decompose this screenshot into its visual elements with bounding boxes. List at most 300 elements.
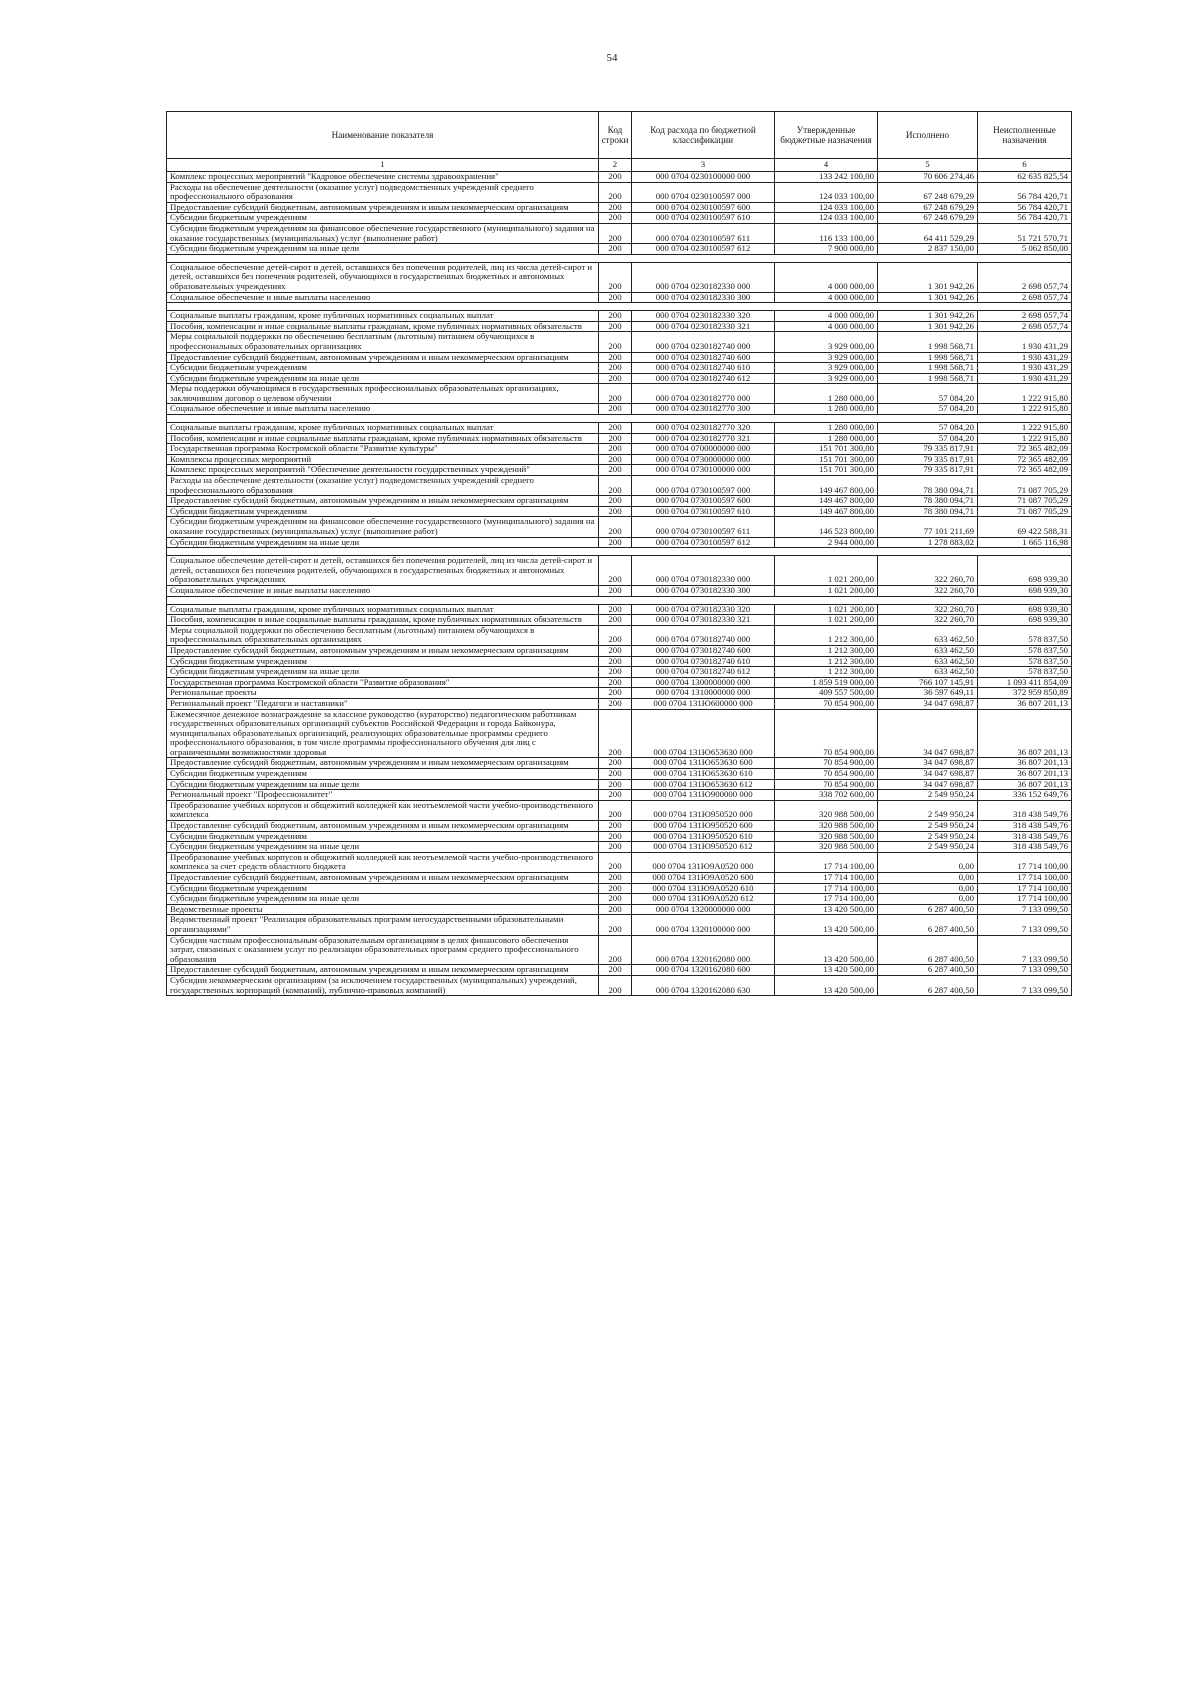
row-executed-amount: 57 084,20	[878, 404, 978, 415]
row-executed-amount: 57 084,20	[878, 384, 978, 404]
row-unexecuted-amount: 17 714 100,00	[978, 873, 1072, 884]
header-line-code: Код строки	[599, 112, 632, 159]
table-row	[167, 915, 1072, 935]
row-unexecuted-amount: 36 807 201,13	[978, 779, 1072, 790]
row-approved-amount: 1 280 000,00	[775, 433, 878, 444]
row-indicator-name: Ежемесячное денежное вознаграждение за классное руководство (кураторство) педагогическим работникам государственных образовательных организаций субъектов Российской Федерации и города Байконура, муниципальных образовательных организаций, реализующих образовательные программы среднего профессионального образования, в том числе программы профессионального обучения для лиц с ограниченными возможностями здоровья	[167, 709, 599, 758]
row-line-code: 200	[599, 172, 632, 183]
row-executed-amount: 322 260,70	[878, 615, 978, 626]
row-classification-code: 000 0704 0230182330 300	[632, 292, 775, 303]
row-approved-amount: 17 714 100,00	[775, 852, 878, 872]
row-classification-code: 000 0704 0730182740 000	[632, 625, 775, 645]
row-approved-amount: 1 212 300,00	[775, 667, 878, 678]
row-indicator-name: Комплекс процессных мероприятий "Кадровое обеспечение системы здравоохранения"	[167, 172, 599, 183]
row-unexecuted-amount: 7 133 099,50	[978, 935, 1072, 965]
row-executed-amount: 67 248 679,29	[878, 213, 978, 224]
row-line-code: 200	[599, 454, 632, 465]
row-unexecuted-amount: 1 930 431,29	[978, 363, 1072, 374]
table-row	[167, 904, 1072, 915]
row-indicator-name: Предоставление субсидий бюджетным, автономным учреждениям и иным некоммерческим организациям	[167, 496, 599, 507]
row-approved-amount: 1 021 200,00	[775, 556, 878, 586]
table-row	[167, 667, 1072, 678]
row-classification-code: 000 0704 1310000000 000	[632, 688, 775, 699]
row-classification-code: 000 0704 0230100597 000	[632, 182, 775, 202]
row-classification-code: 000 0704 1320000000 000	[632, 904, 775, 915]
row-indicator-name: Субсидии бюджетным учреждениям на иные цели	[167, 894, 599, 905]
row-classification-code: 000 0704 1300000000 000	[632, 677, 775, 688]
row-indicator-name: Комплексы процессных мероприятий	[167, 454, 599, 465]
table-row	[167, 800, 1072, 820]
row-executed-amount: 322 260,70	[878, 556, 978, 586]
table-row	[167, 433, 1072, 444]
row-line-code: 200	[599, 496, 632, 507]
row-approved-amount: 4 000 000,00	[775, 292, 878, 303]
row-unexecuted-amount: 578 837,50	[978, 667, 1072, 678]
table-row	[167, 423, 1072, 434]
row-approved-amount: 13 420 500,00	[775, 975, 878, 995]
row-approved-amount: 3 929 000,00	[775, 373, 878, 384]
row-indicator-name: Преобразование учебных корпусов и общежитий колледжей как неотъемлемой части учебно-производственного комплекса за счет средств областного бюджета	[167, 852, 599, 872]
row-line-code: 200	[599, 476, 632, 496]
row-classification-code: 000 0704 0230182770 321	[632, 433, 775, 444]
row-line-code: 200	[599, 975, 632, 995]
row-unexecuted-amount: 56 784 420,71	[978, 202, 1072, 213]
row-line-code: 200	[599, 842, 632, 853]
table-row	[167, 625, 1072, 645]
row-indicator-name: Субсидии бюджетным учреждениям на иные цели	[167, 244, 599, 255]
row-line-code: 200	[599, 873, 632, 884]
row-classification-code: 000 0704 131Ю653630 000	[632, 709, 775, 758]
row-approved-amount: 1 212 300,00	[775, 656, 878, 667]
row-executed-amount: 67 248 679,29	[878, 202, 978, 213]
table-row	[167, 873, 1072, 884]
row-line-code: 200	[599, 677, 632, 688]
row-executed-amount: 34 047 698,87	[878, 779, 978, 790]
row-executed-amount: 6 287 400,50	[878, 975, 978, 995]
row-executed-amount: 1 301 942,26	[878, 311, 978, 322]
row-line-code: 200	[599, 604, 632, 615]
row-unexecuted-amount: 56 784 420,71	[978, 213, 1072, 224]
row-unexecuted-amount: 1 222 915,80	[978, 384, 1072, 404]
row-line-code: 200	[599, 537, 632, 548]
row-unexecuted-amount: 51 721 570,71	[978, 223, 1072, 243]
row-executed-amount: 57 084,20	[878, 433, 978, 444]
row-line-code: 200	[599, 883, 632, 894]
table-row	[167, 352, 1072, 363]
row-approved-amount: 13 420 500,00	[775, 935, 878, 965]
row-executed-amount: 79 335 817,91	[878, 454, 978, 465]
row-line-code: 200	[599, 821, 632, 832]
row-line-code: 200	[599, 758, 632, 769]
row-indicator-name: Субсидии бюджетным учреждениям на иные цели	[167, 779, 599, 790]
row-executed-amount: 34 047 698,87	[878, 709, 978, 758]
row-executed-amount: 1 998 568,71	[878, 363, 978, 374]
row-indicator-name: Региональные проекты	[167, 688, 599, 699]
row-classification-code: 000 0704 0730100597 000	[632, 476, 775, 496]
row-indicator-name: Субсидии бюджетным учреждениям на иные цели	[167, 373, 599, 384]
row-line-code: 200	[599, 645, 632, 656]
row-classification-code: 000 0704 0230100597 610	[632, 213, 775, 224]
row-approved-amount: 70 854 900,00	[775, 769, 878, 780]
row-unexecuted-amount: 72 365 482,09	[978, 465, 1072, 476]
row-executed-amount: 2 549 950,24	[878, 842, 978, 853]
row-executed-amount: 2 549 950,24	[878, 821, 978, 832]
row-unexecuted-amount: 318 438 549,76	[978, 842, 1072, 853]
row-indicator-name: Меры поддержки обучающимся в государственных профессиональных образовательных организациях, заключившим договор о целевом обучении	[167, 384, 599, 404]
row-approved-amount: 149 467 800,00	[775, 496, 878, 507]
row-indicator-name: Субсидии некоммерческим организациям (за исключением государственных (муниципальных) учреждений, государственных корпораций (компаний), публично-правовых компаний)	[167, 975, 599, 995]
row-line-code: 200	[599, 698, 632, 709]
row-indicator-name: Предоставление субсидий бюджетным, автономным учреждениям и иным некоммерческим организациям	[167, 645, 599, 656]
row-classification-code: 000 0704 0730182330 300	[632, 585, 775, 596]
row-classification-code: 000 0704 0230182330 320	[632, 311, 775, 322]
row-classification-code: 000 0704 1320162080 000	[632, 935, 775, 965]
table-row	[167, 779, 1072, 790]
row-indicator-name: Социальные выплаты гражданам, кроме публичных нормативных социальных выплат	[167, 604, 599, 615]
row-spacer	[167, 254, 1072, 262]
row-line-code: 200	[599, 311, 632, 322]
row-classification-code: 000 0704 1320162080 630	[632, 975, 775, 995]
row-indicator-name: Государственная программа Костромской области "Развитие образования"	[167, 677, 599, 688]
row-indicator-name: Субсидии бюджетным учреждениям	[167, 213, 599, 224]
row-executed-amount: 0,00	[878, 883, 978, 894]
row-line-code: 200	[599, 213, 632, 224]
row-unexecuted-amount: 72 365 482,09	[978, 444, 1072, 455]
row-unexecuted-amount: 1 222 915,80	[978, 423, 1072, 434]
row-unexecuted-amount: 698 939,30	[978, 556, 1072, 586]
row-line-code: 200	[599, 465, 632, 476]
row-classification-code: 000 0704 131Ю950520 600	[632, 821, 775, 832]
row-approved-amount: 1 280 000,00	[775, 384, 878, 404]
row-classification-code: 000 0704 131Ю950520 610	[632, 831, 775, 842]
row-indicator-name: Государственная программа Костромской области "Развитие культуры"	[167, 444, 599, 455]
row-line-code: 200	[599, 904, 632, 915]
row-classification-code: 000 0704 131Ю9А0520 612	[632, 894, 775, 905]
row-line-code: 200	[599, 423, 632, 434]
row-unexecuted-amount: 2 698 057,74	[978, 311, 1072, 322]
row-unexecuted-amount: 336 152 649,76	[978, 790, 1072, 801]
row-executed-amount: 633 462,50	[878, 625, 978, 645]
row-approved-amount: 2 944 000,00	[775, 537, 878, 548]
row-indicator-name: Социальные выплаты гражданам, кроме публичных нормативных социальных выплат	[167, 423, 599, 434]
row-line-code: 200	[599, 894, 632, 905]
row-classification-code: 000 0704 0230182740 610	[632, 363, 775, 374]
table-row	[167, 496, 1072, 507]
row-unexecuted-amount: 1 930 431,29	[978, 373, 1072, 384]
row-executed-amount: 34 047 698,87	[878, 698, 978, 709]
row-classification-code: 000 0704 131Ю653630 600	[632, 758, 775, 769]
row-unexecuted-amount: 578 837,50	[978, 656, 1072, 667]
row-classification-code: 000 0704 131Ю900000 000	[632, 790, 775, 801]
row-executed-amount: 633 462,50	[878, 667, 978, 678]
row-approved-amount: 124 033 100,00	[775, 213, 878, 224]
row-spacer	[167, 596, 1072, 604]
row-unexecuted-amount: 62 635 825,54	[978, 172, 1072, 183]
row-unexecuted-amount: 1 222 915,80	[978, 433, 1072, 444]
row-executed-amount: 78 380 094,71	[878, 506, 978, 517]
table-row	[167, 311, 1072, 322]
column-number: 5	[878, 159, 978, 172]
table-row	[167, 262, 1072, 292]
row-executed-amount: 633 462,50	[878, 656, 978, 667]
row-approved-amount: 13 420 500,00	[775, 965, 878, 976]
row-classification-code: 000 0704 131Ю950520 612	[632, 842, 775, 853]
row-unexecuted-amount: 36 807 201,13	[978, 709, 1072, 758]
row-line-code: 200	[599, 585, 632, 596]
row-executed-amount: 1 301 942,26	[878, 321, 978, 332]
row-approved-amount: 320 988 500,00	[775, 800, 878, 820]
row-classification-code: 000 0704 0730100597 611	[632, 517, 775, 537]
row-approved-amount: 151 701 300,00	[775, 454, 878, 465]
row-line-code: 200	[599, 656, 632, 667]
row-executed-amount: 6 287 400,50	[878, 965, 978, 976]
table-row	[167, 769, 1072, 780]
table-row	[167, 645, 1072, 656]
row-unexecuted-amount: 7 133 099,50	[978, 965, 1072, 976]
row-indicator-name: Субсидии бюджетным учреждениям на финансовое обеспечение государственного (муниципального) задания на оказание государственных (муниципальных) услуг (выполнение работ)	[167, 517, 599, 537]
table-row	[167, 935, 1072, 965]
row-approved-amount: 70 854 900,00	[775, 698, 878, 709]
row-unexecuted-amount: 318 438 549,76	[978, 800, 1072, 820]
row-approved-amount: 1 859 519 000,00	[775, 677, 878, 688]
row-approved-amount: 320 988 500,00	[775, 831, 878, 842]
row-indicator-name: Социальное обеспечение и иные выплаты населению	[167, 292, 599, 303]
row-executed-amount: 766 107 145,91	[878, 677, 978, 688]
table-row	[167, 831, 1072, 842]
row-approved-amount: 3 929 000,00	[775, 352, 878, 363]
spacer-cell	[167, 254, 1072, 262]
row-classification-code: 000 0704 131Ю653630 610	[632, 769, 775, 780]
table-row	[167, 821, 1072, 832]
row-classification-code: 000 0704 0700000000 000	[632, 444, 775, 455]
row-approved-amount: 70 854 900,00	[775, 758, 878, 769]
row-approved-amount: 338 702 600,00	[775, 790, 878, 801]
row-indicator-name: Предоставление субсидий бюджетным, автономным учреждениям и иным некоммерческим организациям	[167, 821, 599, 832]
row-approved-amount: 124 033 100,00	[775, 202, 878, 213]
row-line-code: 200	[599, 915, 632, 935]
table-row	[167, 842, 1072, 853]
row-approved-amount: 1 212 300,00	[775, 645, 878, 656]
row-line-code: 200	[599, 332, 632, 352]
row-executed-amount: 1 301 942,26	[878, 292, 978, 303]
row-approved-amount: 13 420 500,00	[775, 904, 878, 915]
row-indicator-name: Комплекс процессных мероприятий "Обеспечение деятельности государственных учреждений"	[167, 465, 599, 476]
row-line-code: 200	[599, 688, 632, 699]
row-unexecuted-amount: 36 807 201,13	[978, 758, 1072, 769]
row-unexecuted-amount: 578 837,50	[978, 625, 1072, 645]
row-executed-amount: 0,00	[878, 873, 978, 884]
row-classification-code: 000 0704 1320100000 000	[632, 915, 775, 935]
row-unexecuted-amount: 7 133 099,50	[978, 975, 1072, 995]
table-row	[167, 894, 1072, 905]
row-line-code: 200	[599, 223, 632, 243]
row-indicator-name: Ведомственные проекты	[167, 904, 599, 915]
row-indicator-name: Социальное обеспечение детей-сирот и детей, оставшихся без попечения родителей, лиц из числа детей-сирот и детей, оставшихся без попечения родителей, обучающихся в государственных бюджетных и автономных образовательных учреждениях	[167, 556, 599, 586]
row-line-code: 200	[599, 667, 632, 678]
row-executed-amount: 34 047 698,87	[878, 758, 978, 769]
row-line-code: 200	[599, 292, 632, 303]
row-classification-code: 000 0704 0230182770 300	[632, 404, 775, 415]
row-unexecuted-amount: 72 365 482,09	[978, 454, 1072, 465]
row-approved-amount: 3 929 000,00	[775, 332, 878, 352]
row-indicator-name: Субсидии бюджетным учреждениям	[167, 506, 599, 517]
row-line-code: 200	[599, 373, 632, 384]
row-line-code: 200	[599, 779, 632, 790]
table-row	[167, 517, 1072, 537]
row-executed-amount: 77 101 211,69	[878, 517, 978, 537]
row-approved-amount: 116 133 100,00	[775, 223, 878, 243]
header-classification-code: Код расхода по бюджетной классификации	[632, 112, 775, 159]
row-approved-amount: 320 988 500,00	[775, 842, 878, 853]
row-approved-amount: 1 021 200,00	[775, 615, 878, 626]
row-indicator-name: Субсидии бюджетным учреждениям на иные цели	[167, 537, 599, 548]
row-executed-amount: 67 248 679,29	[878, 182, 978, 202]
row-unexecuted-amount: 17 714 100,00	[978, 894, 1072, 905]
header-unexecuted: Неисполненные назначения	[978, 112, 1072, 159]
row-approved-amount: 151 701 300,00	[775, 465, 878, 476]
row-indicator-name: Предоставление субсидий бюджетным, автономным учреждениям и иным некоммерческим организациям	[167, 758, 599, 769]
row-line-code: 200	[599, 965, 632, 976]
row-unexecuted-amount: 71 087 705,29	[978, 496, 1072, 507]
row-unexecuted-amount: 1 930 431,29	[978, 332, 1072, 352]
row-unexecuted-amount: 17 714 100,00	[978, 883, 1072, 894]
table-row	[167, 404, 1072, 415]
row-unexecuted-amount: 71 087 705,29	[978, 476, 1072, 496]
row-line-code: 200	[599, 433, 632, 444]
row-indicator-name: Предоставление субсидий бюджетным, автономным учреждениям и иным некоммерческим организациям	[167, 352, 599, 363]
row-approved-amount: 320 988 500,00	[775, 821, 878, 832]
row-unexecuted-amount: 698 939,30	[978, 604, 1072, 615]
row-indicator-name: Субсидии бюджетным учреждениям на иные цели	[167, 667, 599, 678]
row-classification-code: 000 0704 0730182740 600	[632, 645, 775, 656]
row-executed-amount: 79 335 817,91	[878, 444, 978, 455]
row-executed-amount: 6 287 400,50	[878, 935, 978, 965]
table-row	[167, 790, 1072, 801]
row-classification-code: 000 0704 0230100597 611	[632, 223, 775, 243]
row-executed-amount: 34 047 698,87	[878, 769, 978, 780]
table-row	[167, 444, 1072, 455]
row-classification-code: 000 0704 0230182740 600	[632, 352, 775, 363]
row-approved-amount: 1 280 000,00	[775, 423, 878, 434]
row-unexecuted-amount: 69 422 588,31	[978, 517, 1072, 537]
spacer-cell	[167, 415, 1072, 423]
row-indicator-name: Пособия, компенсации и иные социальные выплаты гражданам, кроме публичных нормативных обязательств	[167, 433, 599, 444]
row-executed-amount: 322 260,70	[878, 604, 978, 615]
row-classification-code: 000 0704 0230100597 612	[632, 244, 775, 255]
spacer-cell	[167, 596, 1072, 604]
row-approved-amount: 17 714 100,00	[775, 883, 878, 894]
row-classification-code: 000 0704 131Ю9А0520 610	[632, 883, 775, 894]
row-approved-amount: 124 033 100,00	[775, 182, 878, 202]
row-unexecuted-amount: 7 133 099,50	[978, 904, 1072, 915]
table-row	[167, 758, 1072, 769]
table-row	[167, 454, 1072, 465]
table-row	[167, 656, 1072, 667]
row-classification-code: 000 0704 131Ю653630 612	[632, 779, 775, 790]
row-classification-code: 000 0704 0230182740 612	[632, 373, 775, 384]
row-line-code: 200	[599, 321, 632, 332]
row-line-code: 200	[599, 625, 632, 645]
table-row	[167, 883, 1072, 894]
row-indicator-name: Субсидии бюджетным учреждениям на финансовое обеспечение государственного (муниципального) задания на оказание государственных (муниципальных) услуг (выполнение работ)	[167, 223, 599, 243]
row-indicator-name: Региональный проект "Профессионалитет"	[167, 790, 599, 801]
row-executed-amount: 57 084,20	[878, 423, 978, 434]
column-number: 1	[167, 159, 599, 172]
table-row	[167, 244, 1072, 255]
row-unexecuted-amount: 2 698 057,74	[978, 321, 1072, 332]
row-approved-amount: 1 212 300,00	[775, 625, 878, 645]
row-classification-code: 000 0704 0730182740 612	[632, 667, 775, 678]
row-classification-code: 000 0704 0730100597 600	[632, 496, 775, 507]
table-row	[167, 202, 1072, 213]
table-row	[167, 688, 1072, 699]
table-row	[167, 292, 1072, 303]
row-approved-amount: 1 021 200,00	[775, 585, 878, 596]
row-indicator-name: Субсидии частным профессиональным образовательным организациям в целях финансового обеспечения затрат, связанных с оказанием услуг по реализации образовательных программ среднего профессионального образования	[167, 935, 599, 965]
row-approved-amount: 409 557 500,00	[775, 688, 878, 699]
row-indicator-name: Пособия, компенсации и иные социальные выплаты гражданам, кроме публичных нормативных обязательств	[167, 321, 599, 332]
table-row	[167, 384, 1072, 404]
row-indicator-name: Предоставление субсидий бюджетным, автономным учреждениям и иным некоммерческим организациям	[167, 965, 599, 976]
row-line-code: 200	[599, 352, 632, 363]
column-number: 2	[599, 159, 632, 172]
spacer-cell	[167, 303, 1072, 311]
table-row	[167, 585, 1072, 596]
row-executed-amount: 2 549 950,24	[878, 831, 978, 842]
row-line-code: 200	[599, 384, 632, 404]
row-executed-amount: 0,00	[878, 894, 978, 905]
row-line-code: 200	[599, 852, 632, 872]
row-indicator-name: Предоставление субсидий бюджетным, автономным учреждениям и иным некоммерческим организациям	[167, 202, 599, 213]
row-approved-amount: 149 467 800,00	[775, 506, 878, 517]
row-classification-code: 000 0704 0230100597 600	[632, 202, 775, 213]
row-classification-code: 000 0704 131Ю600000 000	[632, 698, 775, 709]
row-approved-amount: 151 701 300,00	[775, 444, 878, 455]
table-row	[167, 321, 1072, 332]
row-indicator-name: Преобразование учебных корпусов и общежитий колледжей как неотъемлемой части учебно-производственного комплекса	[167, 800, 599, 820]
row-executed-amount: 1 998 568,71	[878, 373, 978, 384]
row-executed-amount: 2 549 950,24	[878, 790, 978, 801]
header-row	[167, 112, 1072, 159]
row-indicator-name: Субсидии бюджетным учреждениям на иные цели	[167, 842, 599, 853]
row-line-code: 200	[599, 790, 632, 801]
row-indicator-name: Социальное обеспечение детей-сирот и детей, оставшихся без попечения родителей, лиц из числа детей-сирот и детей, оставшихся без попечения родителей, обучающихся в государственных бюджетных и автономных образовательных учреждениях	[167, 262, 599, 292]
table-row	[167, 615, 1072, 626]
row-classification-code: 000 0704 0230100000 000	[632, 172, 775, 183]
row-unexecuted-amount: 1 930 431,29	[978, 352, 1072, 363]
row-approved-amount: 13 420 500,00	[775, 915, 878, 935]
row-approved-amount: 146 523 800,00	[775, 517, 878, 537]
column-number: 6	[978, 159, 1072, 172]
row-line-code: 200	[599, 831, 632, 842]
row-indicator-name: Социальное обеспечение и иные выплаты населению	[167, 585, 599, 596]
row-approved-amount: 4 000 000,00	[775, 311, 878, 322]
row-line-code: 200	[599, 709, 632, 758]
table-row	[167, 213, 1072, 224]
row-approved-amount: 7 900 000,00	[775, 244, 878, 255]
row-indicator-name: Социальные выплаты гражданам, кроме публичных нормативных социальных выплат	[167, 311, 599, 322]
row-approved-amount: 4 000 000,00	[775, 262, 878, 292]
table-row	[167, 852, 1072, 872]
header-executed: Исполнено	[878, 112, 978, 159]
row-unexecuted-amount: 578 837,50	[978, 645, 1072, 656]
row-indicator-name: Социальное обеспечение и иные выплаты населению	[167, 404, 599, 415]
row-classification-code: 000 0704 0730100597 612	[632, 537, 775, 548]
row-executed-amount: 78 380 094,71	[878, 476, 978, 496]
row-executed-amount: 1 278 883,02	[878, 537, 978, 548]
row-unexecuted-amount: 372 959 850,89	[978, 688, 1072, 699]
row-executed-amount: 0,00	[878, 852, 978, 872]
